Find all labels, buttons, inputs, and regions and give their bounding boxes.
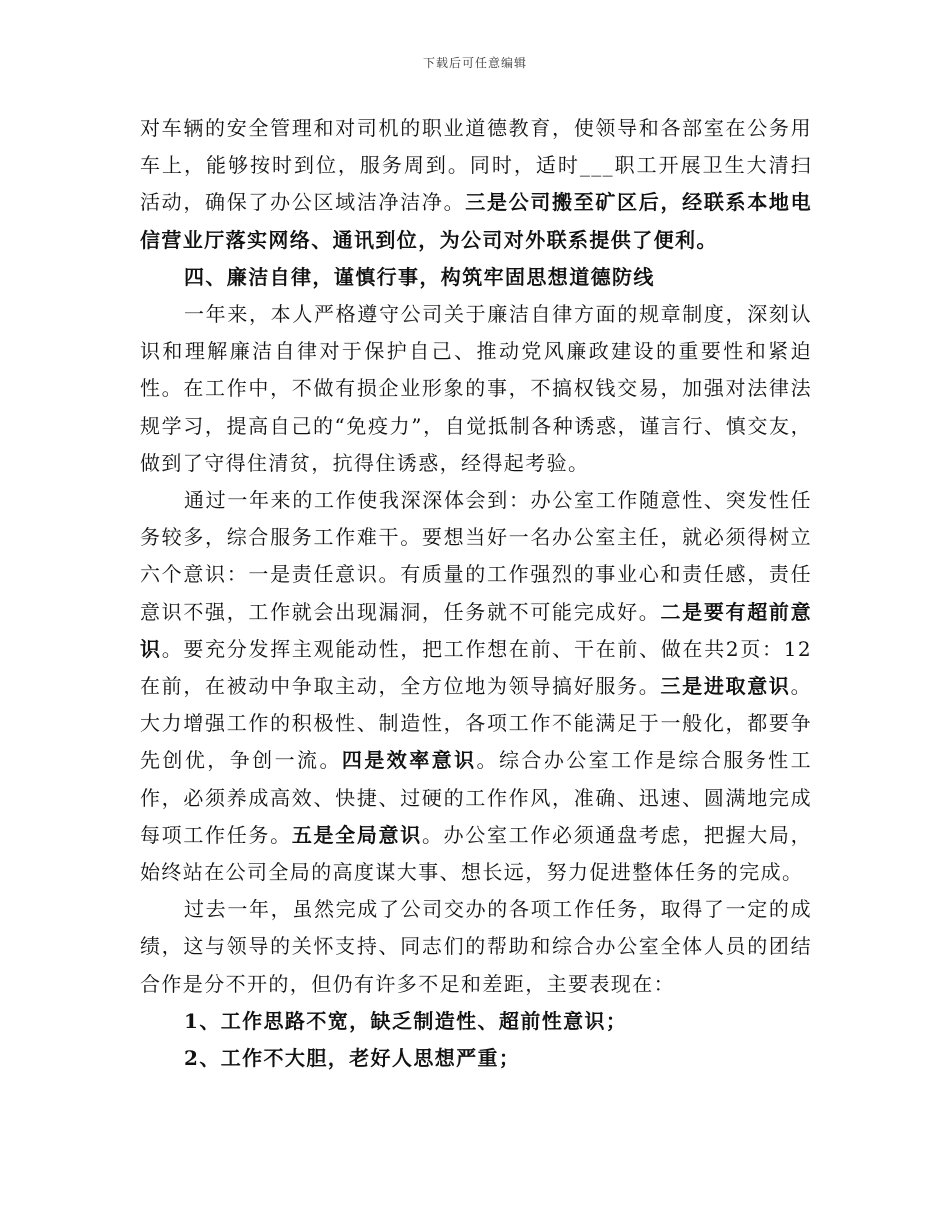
page-header: 下载后可任意编辑 [422,56,527,70]
paragraph-vehicle-management [140,110,812,259]
paragraph-bold-text: 四是效率意识 [341,748,477,773]
paragraph-bold-text: 五是全局意识 [291,822,422,847]
paragraph-text: 。办公室工作必须通盘考虑，把握大局，始终站在公司全局的高度谋大事、想长远，努力促进整体任务的完成。 [140,822,812,885]
document-body [140,110,812,1077]
paragraph-text: 。大力增强工作的积极性、制造性，各项工作不能满足于一般化，都要争先创优，争创一流。 [140,674,812,773]
paragraph-bold-text: 二是要有超前意识 [140,599,812,661]
paragraph-text: 。要充分发挥主观能动性，把工作想在前、干在前、做在共2页：12在前，在被动中争取主动，全方位地为领导搞好服务。 [140,636,812,699]
list-item-1: 1、工作思路不宽，缺乏制造性、超前性意识； [184,1008,628,1033]
paragraph-text: 通过一年来的工作使我深深体会到：办公室工作随意性、突发性任务较多，综合服务工作难干。要想当好一名办公室主任，就必须得树立六个意识：一是责任意识。有质量的工作强烈的事业心和责任感，责任意识不强，工作就会出现漏洞，任务就不可能完成好。 [140,488,812,624]
paragraph-bold-text: 三是进取意识 [660,674,791,699]
paragraph-integrity: 一年来，本人严格遵守公司关于廉洁自律方面的规章制度，深刻认识和理解廉洁自律对于保护自己、推动党风廉政建设的重要性和紧迫性。在工作中，不做有损企业形象的事，不搞权钱交易，加强对法律法规学习，提高自己的“免疫力”，自觉抵制各种诱惑，谨言行、慎交友，做到了守得住清贫，抗得住诱惑，经得起考验。 [140,302,812,475]
paragraph-shortcomings-intro: 过去一年，虽然完成了公司交办的各项工作任务，取得了一定的成绩，这与领导的关怀支持、同志们的帮助和综合办公室全体人员的团结合作是分不开的，但仍有许多不足和差距，主要表现在： [140,897,812,996]
paragraph-six-awareness [140,482,812,891]
section-heading-four: 四、廉洁自律，谨慎行事，构筑牢固思想道德防线 [184,264,655,289]
paragraph-text: 对车辆的安全管理和对司机的职业道德教育，使领导和各部室在公务用车上，能够按时到位，服务周到。同时，适时___职工开展卫生大清扫活动，确保了办公区域洁净洁净。 [140,116,812,215]
paragraph-bold-text: 三是公司搬至矿区后，经联系本地电信营业厅落实网络、通讯到位，为公司对外联系提供了便利。 [140,190,812,252]
paragraph-text: 。综合办公室工作是综合服务性工作，必须养成高效、快捷、过硬的工作作风，准确、迅速、圆满地完成每项工作任务。 [140,748,812,847]
list-item-2: 2、工作不大胆，老好人思想严重； [184,1046,521,1071]
